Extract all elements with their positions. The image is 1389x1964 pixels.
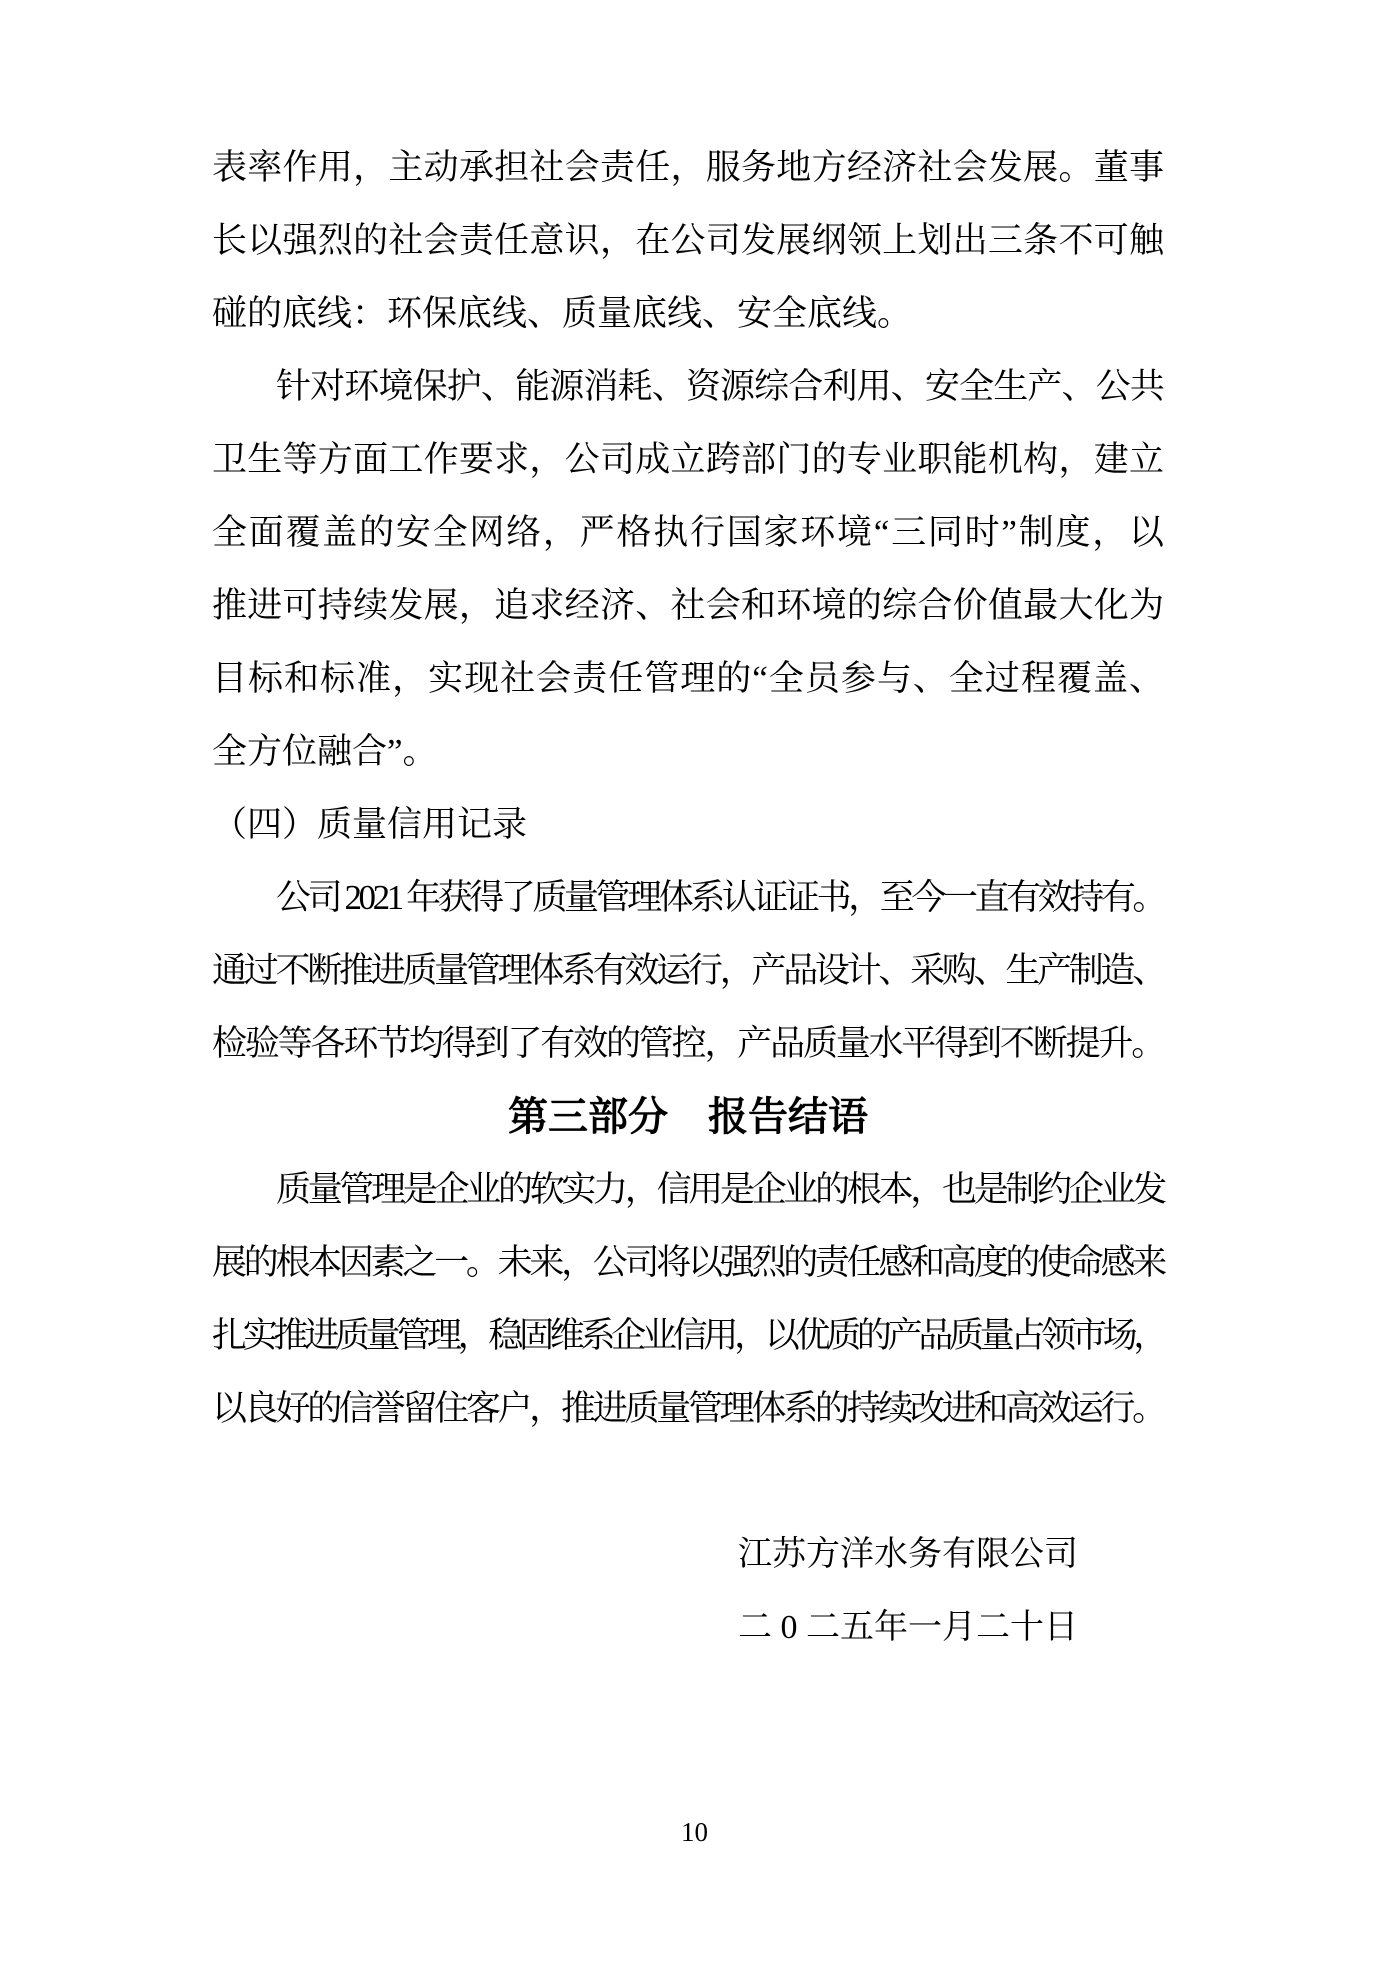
text-line: 目标和标准，实现社会责任管理的“全员参与、全过程覆盖、	[212, 659, 1164, 698]
text-line: 检验等各环节均得到了有效的管控，产品质量水平得到不断提升。	[212, 1024, 1165, 1063]
text-line: 全方位融合”。	[212, 732, 438, 771]
blank-line	[212, 1445, 1164, 1518]
text-line: 通过不断推进质量管理体系有效运行，产品设计、采购、生产制造、	[212, 951, 1164, 990]
page-number: 10	[681, 1817, 708, 1847]
paragraph-4	[212, 861, 1164, 1080]
text-line: 以良好的信誉留住客户，推进质量管理体系的持续改进和高效运行。	[212, 1389, 1164, 1428]
text-line: 碰的底线：环保底线、质量底线、安全底线。	[212, 294, 913, 333]
text-line: 表率作用，主动承担社会责任，服务地方经济社会发展。董事	[212, 148, 1164, 187]
text-line: 扎实推进质量管理，稳固维系企业信用，以优质的产品质量占领市场，	[212, 1316, 1165, 1355]
text-line: 展的根本因素之一。未来，公司将以强烈的责任感和高度的使命感来	[212, 1243, 1164, 1282]
text-line: 针对环境保护、能源消耗、资源综合利用、安全生产、公共	[276, 367, 1164, 406]
paragraph-1	[212, 131, 1164, 350]
text-line: 卫生等方面工作要求，公司成立跨部门的专业职能机构，建立	[212, 440, 1164, 479]
text-line: 长以强烈的社会责任意识，在公司发展纲领上划出三条不可触	[212, 221, 1164, 260]
signature-company: 江苏方洋水务有限公司	[738, 1536, 1078, 1573]
text-line: 全面覆盖的安全网络，严格执行国家环境“三同时”制度，以	[212, 513, 1164, 552]
paragraph-5	[212, 1153, 1164, 1445]
text-line: 质量管理是企业的软实力，信用是企业的根本，也是制约企业发	[276, 1170, 1164, 1209]
paragraph-3	[212, 788, 1164, 861]
signature-block	[212, 1518, 1164, 1664]
signature-date: 二 0 二五年一月二十日	[738, 1609, 1078, 1646]
text-line: 公司 2021 年获得了质量管理体系认证证书，至今一直有效持有。	[276, 878, 1164, 917]
paragraph-2	[212, 350, 1164, 788]
subsection-title: （四）质量信用记录	[212, 805, 528, 844]
section-heading: 第三部分 报告结语	[508, 1094, 868, 1139]
text-line: 推进可持续发展，追求经济、社会和环境的综合价值最大化为	[212, 586, 1164, 625]
